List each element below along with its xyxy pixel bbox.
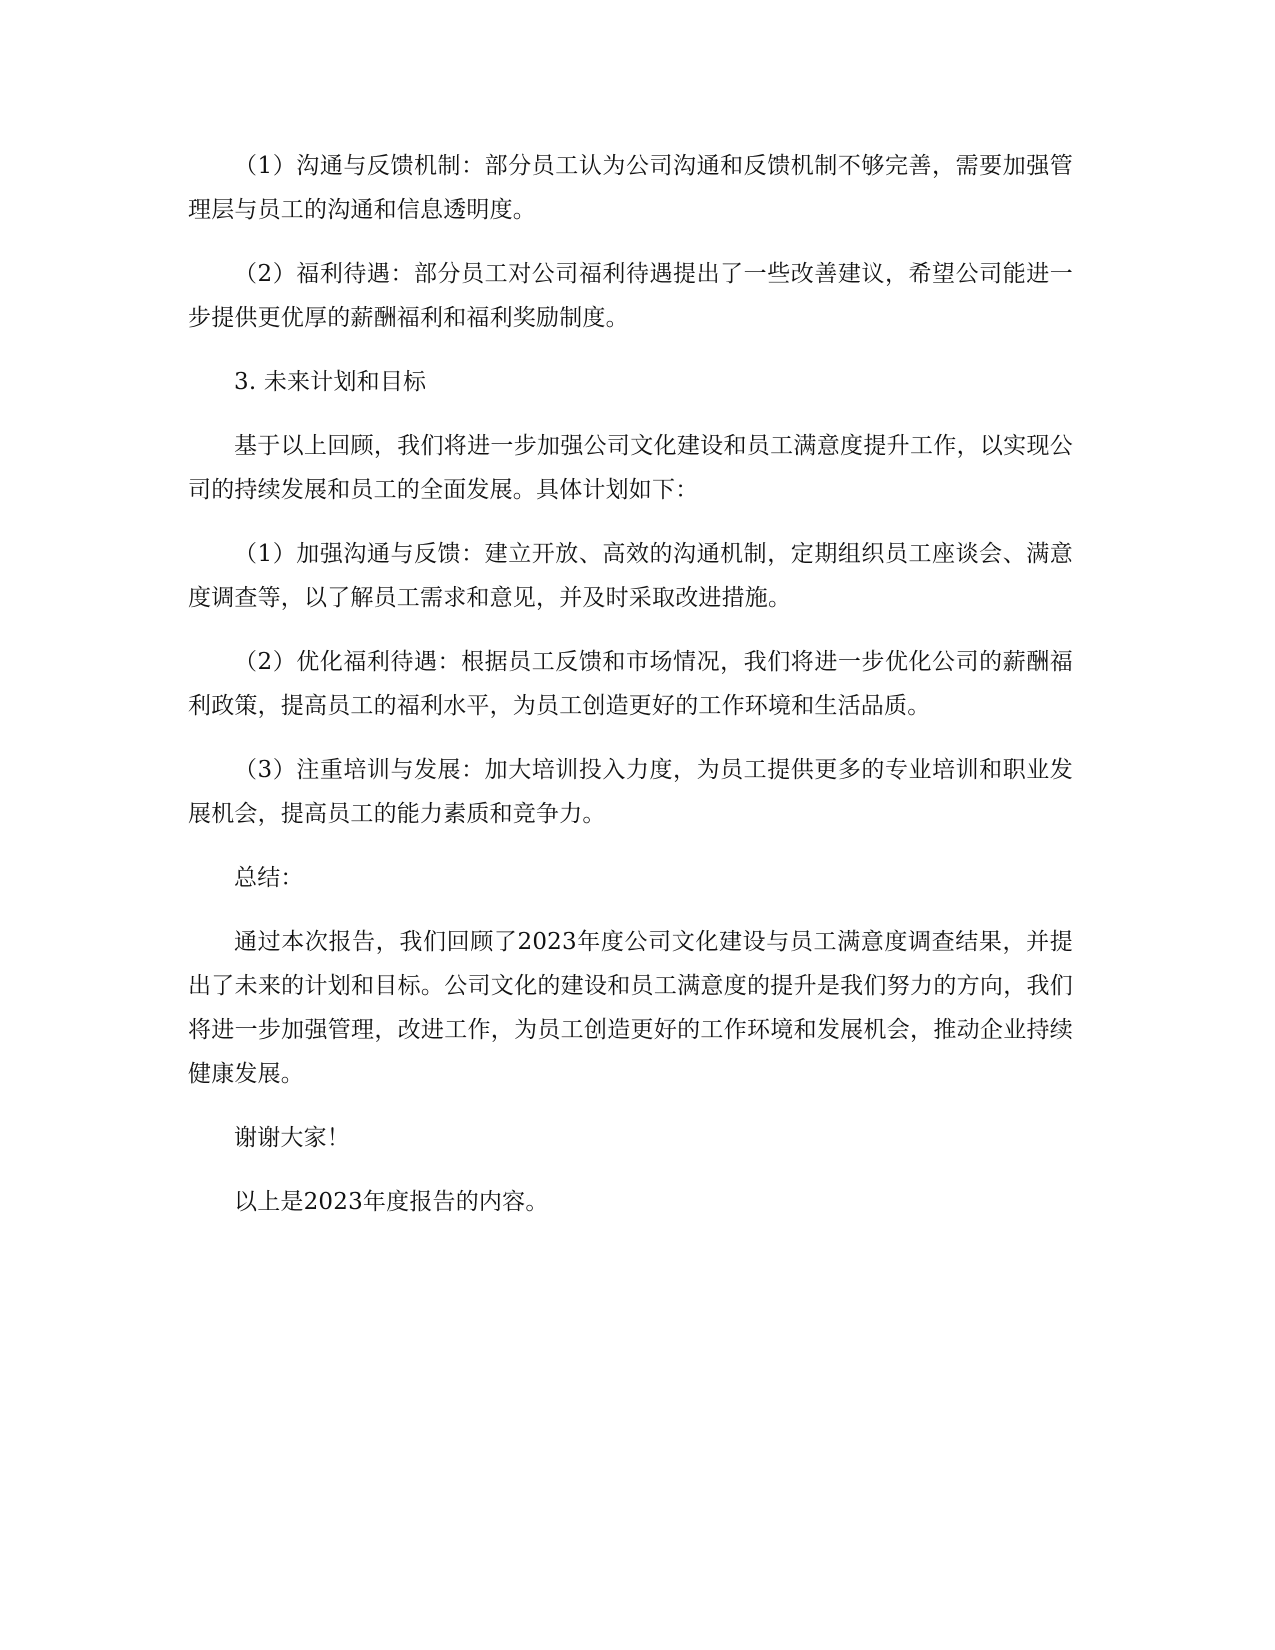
paragraph-plan-intro: 基于以上回顾，我们将进一步加强公司文化建设和员工满意度提升工作，以实现公司的持续发展和员工的全面发展。具体计划如下：	[188, 433, 1073, 503]
document-body	[188, 144, 1073, 1244]
summary-heading: 总结：	[234, 865, 304, 891]
paragraph-closing: 以上是2023年度报告的内容。	[234, 1189, 549, 1215]
paragraph-benefits-issue: （2）福利待遇：部分员工对公司福利待遇提出了一些改善建议，希望公司能进一步提供更优厚的薪酬福利和福利奖励制度。	[188, 261, 1073, 331]
paragraph-thanks: 谢谢大家！	[234, 1125, 350, 1151]
paragraph-plan-benefits: （2）优化福利待遇：根据员工反馈和市场情况，我们将进一步优化公司的薪酬福利政策，提高员工的福利水平，为员工创造更好的工作环境和生活品质。	[188, 649, 1073, 719]
paragraph-plan-training: （3）注重培训与发展：加大培训投入力度，为员工提供更多的专业培训和职业发展机会，提高员工的能力素质和竞争力。	[188, 757, 1073, 827]
paragraph-communication-feedback-issue: （1）沟通与反馈机制：部分员工认为公司沟通和反馈机制不够完善，需要加强管理层与员工的沟通和信息透明度。	[188, 153, 1073, 223]
section-heading-future-plans: 3. 未来计划和目标	[234, 369, 427, 395]
paragraph-summary: 通过本次报告，我们回顾了2023年度公司文化建设与员工满意度调查结果，并提出了未来的计划和目标。公司文化的建设和员工满意度的提升是我们努力的方向，我们将进一步加强管理，改进工作，为员工创造更好的工作环境和发展机会，推动企业持续健康发展。	[188, 929, 1073, 1087]
paragraph-plan-communication: （1）加强沟通与反馈：建立开放、高效的沟通机制，定期组织员工座谈会、满意度调查等，以了解员工需求和意见，并及时采取改进措施。	[188, 541, 1073, 611]
